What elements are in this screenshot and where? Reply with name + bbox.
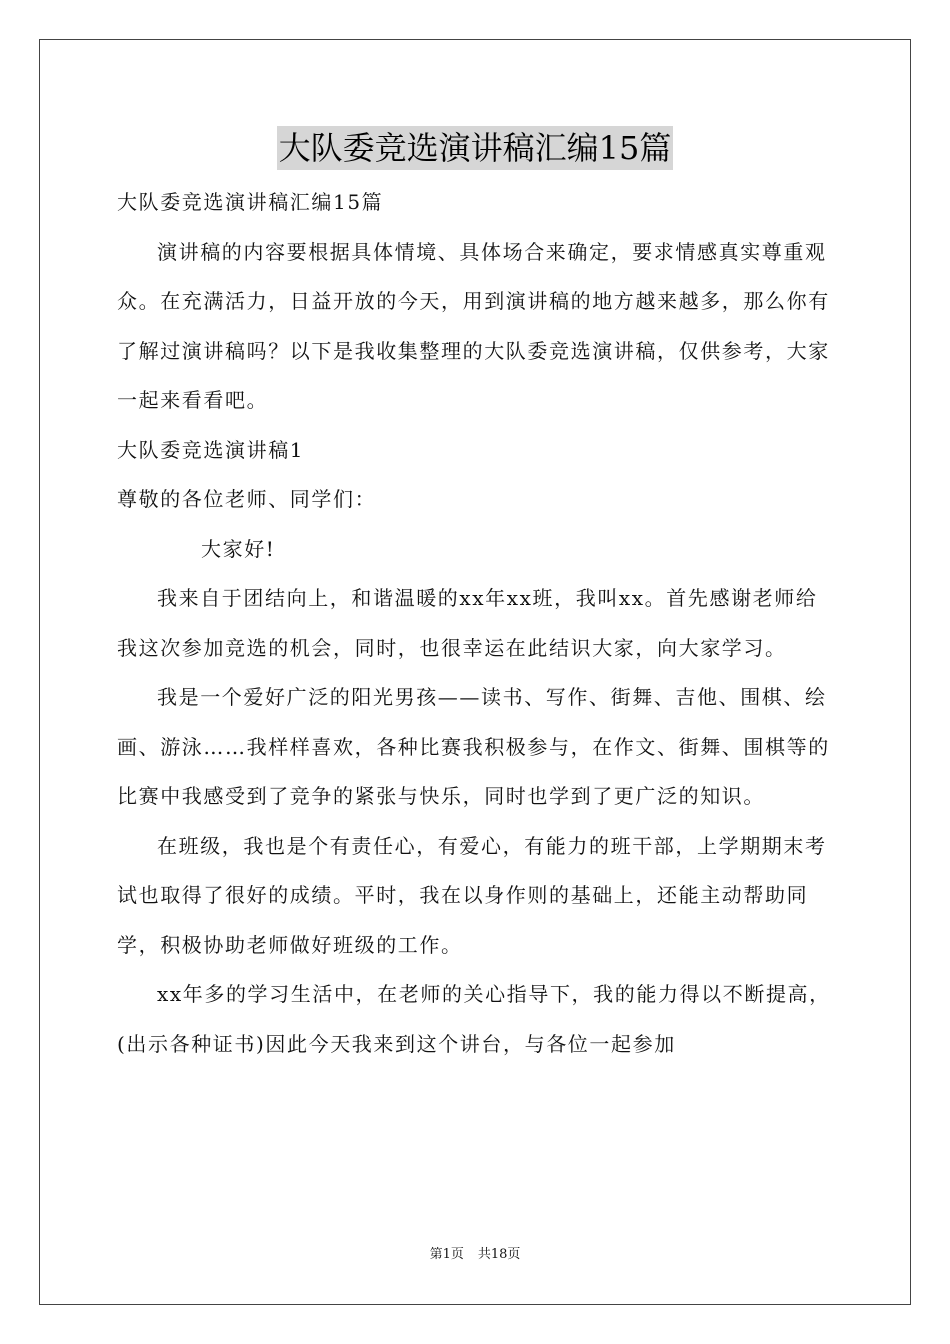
body-paragraph: 在班级，我也是个有责任心，有爱心，有能力的班干部，上学期期末考试也取得了很好的成绩。平时，我在以身作则的基础上，还能主动帮助同学，积极协助老师做好班级的工作。 — [117, 833, 827, 957]
body-paragraph: xx年多的学习生活中，在老师的关心指导下，我的能力得以不断提高，(出示各种证书)因此今天我来到这个讲台，与各位一起参加 — [117, 982, 831, 1056]
body-paragraph: 我来自于团结向上，和谐温暖的xx年xx班，我叫xx。首先感谢老师给我这次参加竞选的机会，同时，也很幸运在此结识大家，向大家学习。 — [117, 586, 818, 660]
salutation: 尊敬的各位老师、同学们： — [117, 487, 377, 511]
greeting: 大家好! — [201, 536, 276, 561]
page-total: 共18页 — [477, 1247, 521, 1262]
subtitle-paragraph: 大队委竞选演讲稿汇编15篇 — [117, 190, 384, 214]
page-footer — [0, 1246, 950, 1264]
document-body — [117, 178, 833, 1069]
intro-paragraph: 演讲稿的内容要根据具体情境、具体场合来确定，要求情感真实尊重观众。在充满活力，日益开放的今天，用到演讲稿的地方越来越多，那么你有了解过演讲稿吗？以下是我收集整理的大队委竞选演讲稿，仅供参考，大家一起来看看吧。 — [117, 239, 830, 412]
section-heading: 大队委竞选演讲稿1 — [117, 437, 305, 462]
document-title: 大队委竞选演讲稿汇编15篇 — [277, 126, 674, 170]
title-container — [0, 126, 950, 170]
page-number: 第1页 — [429, 1247, 464, 1262]
body-paragraph: 我是一个爱好广泛的阳光男孩——读书、写作、街舞、吉他、围棋、绘画、游泳……我样样喜欢，各种比赛我积极参与，在作文、街舞、围棋等的比赛中我感受到了竞争的紧张与快乐，同时也学到了更广泛的知识。 — [117, 685, 830, 808]
